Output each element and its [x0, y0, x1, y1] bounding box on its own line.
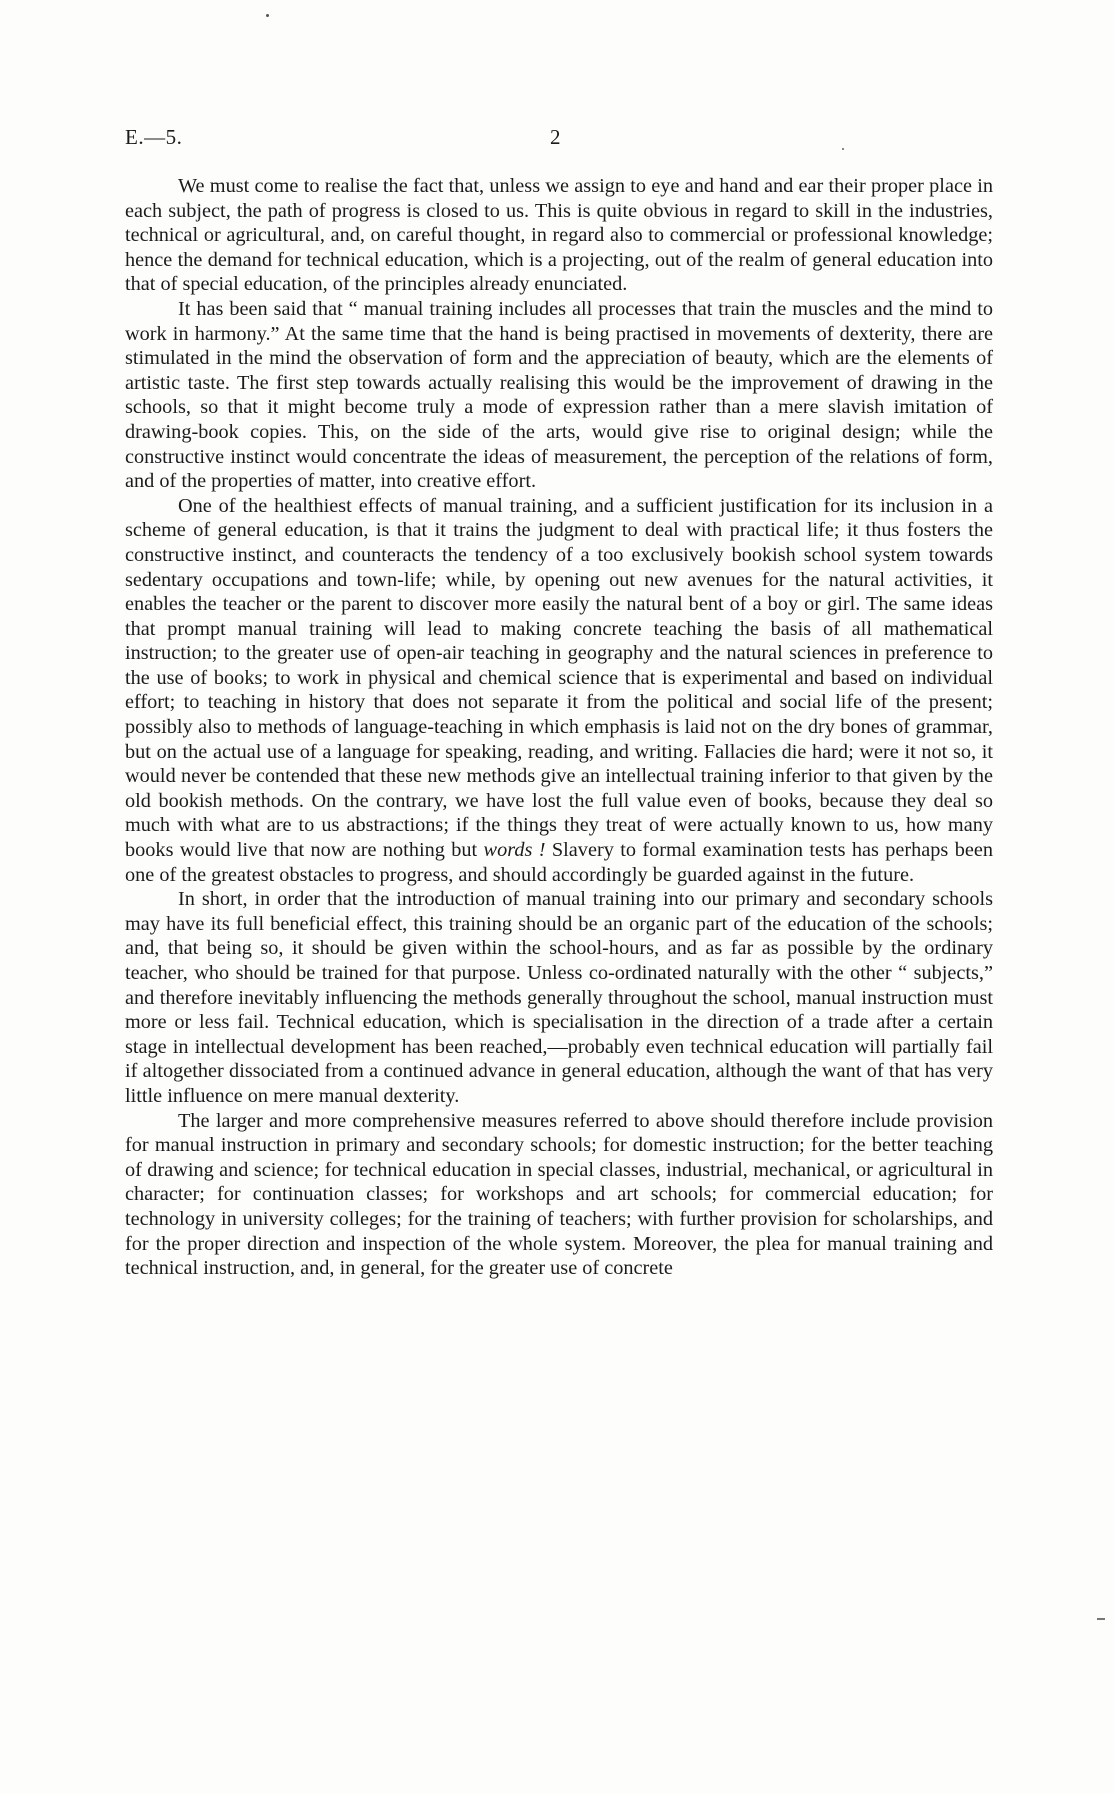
paragraph-text: Slavery to formal examination tests has perhaps been one of the greatest obstacles to progress, and should accordingly be guarded against in the future. [125, 839, 993, 886]
paragraph: The larger and more comprehensive measures referred to above should therefore include provision for manual instruction in primary and secondary schools; for domestic instruction; for the better teaching of drawing and science; for technical education in special classes, industrial, mechanical, or agricultural in character; for continuation classes; for workshops and art schools; for commercial education; for technology in university colleges; for the training of teachers; with further provision for scholarships, and for the proper direction and inspection of the whole system. Moreover, the plea for manual training and technical instruction, and, in general, for the greater use of concrete [125, 1109, 993, 1280]
page-header [125, 125, 995, 159]
paragraph-text: One of the healthiest effects of manual training, and a sufficient justification for its inclusion in a scheme of general education, is that it trains the judgment to deal with practical life; it thus fosters the constructive instinct, and counteracts the tendency of a too exclusively bookish school system towards sedentary occupations and town-life; while, by opening out new avenues for the natural activities, it enables the teacher or the parent to discover more easily the natural bent of a boy or girl. The same ideas that prompt manual training will lead to making concrete teaching the basis of all mathematical instruction; to the greater use of open-air teaching in geography and the natural sciences in preference to the use of books; to work in physical and chemical science that is experimental and based on individual effort; to teaching in history that does not separate it from the political and social life of the present; possibly also to methods of language-teaching in which emphasis is laid not on the dry bones of grammar, but on the actual use of a language for speaking, reading, and writing. Fallacies die hard; were it not so, it would never be contended that these new methods give an intellectual training inferior to that given by the old bookish methods. On the contrary, we have lost the full value even of books, because they deal so much with what are to us abstractions; if the things they treat of were actually known to us, how many books would live that now are nothing but [125, 494, 993, 862]
page-number: 2 [550, 125, 561, 149]
emphasis-text: words ! [483, 839, 546, 862]
print-speck [266, 14, 269, 17]
paragraph: We must come to realise the fact that, unless we assign to eye and hand and ear their proper place in each subject, the path of progress is closed to us. This is quite obvious in regard to skill in the industries, technical or agricultural, and, on careful thought, in regard also to commercial or professional knowledge; hence the demand for technical education, which is a projecting, out of the realm of general education into that of special education, of the principles already enunciated. [125, 175, 993, 296]
paragraph: It has been said that “ manual training includes all processes that train the muscles and the mind to work in harmony.” At the same time that the hand is being practised in movements of dexterity, there are stimulated in the mind the observation of form and the appreciation of beauty, which are the elements of artistic taste. The first step towards actually realising this would be the improvement of drawing in the schools, so that it might become truly a mode of expression rather than a mere slavish imitation of drawing-book copies. This, on the side of the arts, would give rise to original design; while the constructive instinct would concentrate the ideas of measurement, the perception of the relations of form, and of the properties of matter, into creative effort. [125, 297, 993, 493]
paragraph [125, 494, 993, 888]
paragraph: In short, in order that the introduction of manual training into our primary and secondary schools may have its full beneficial effect, this training should be an organic part of the education of the schools; and, that being so, it should be given within the school-hours, and as far as possible by the ordinary teacher, who should be trained for that purpose. Unless co-ordinated naturally with the other “ subjects,” and therefore inevitably influencing the methods generally throughout the school, manual instruction must more or less fail. Technical education, which is specialisation in the direction of a trade after a certain stage in intellectual development has been reached,—probably even technical education will partially fail if altogether dissociated from a continued advance in general education, although the want of that has very little influence on mere manual dexterity. [125, 888, 993, 1107]
body-text [125, 174, 993, 1281]
document-code: E.—5. [125, 125, 183, 149]
margin-mark [1097, 1618, 1105, 1620]
